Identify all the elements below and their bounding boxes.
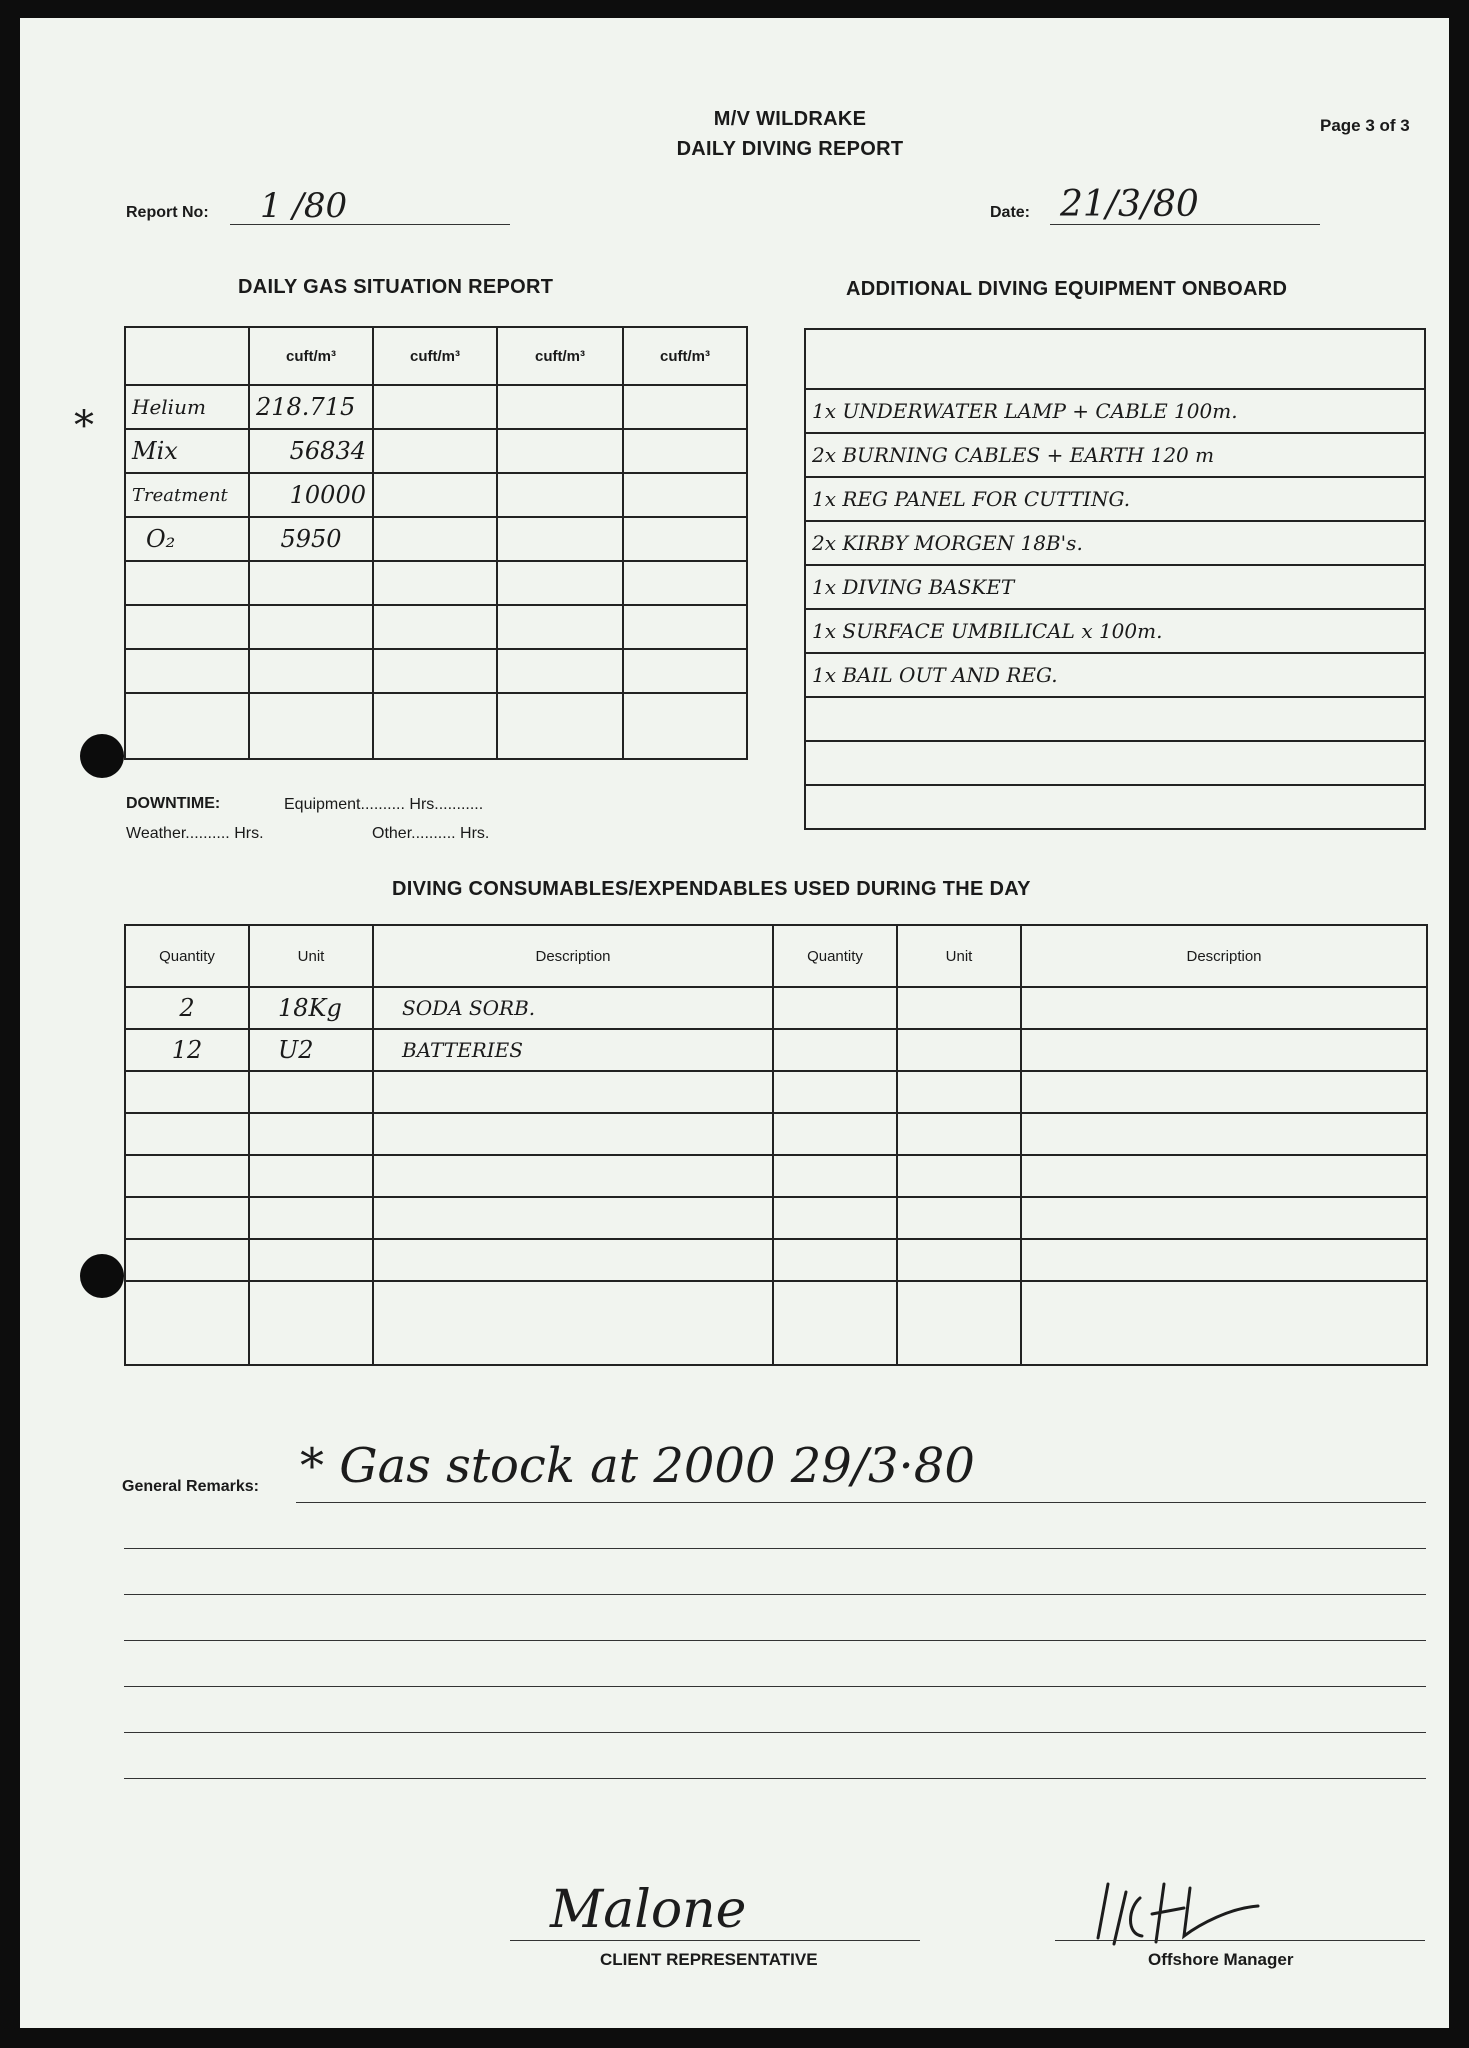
gas-row-empty [125, 693, 747, 759]
consumables-header: Description [1021, 925, 1427, 987]
gas-col-header: cuft/m³ [373, 327, 497, 385]
page-number: Page 3 of 3 [1320, 116, 1410, 135]
remarks-line [124, 1640, 1426, 1641]
gas-col-header: cuft/m³ [623, 327, 747, 385]
consumables-table [124, 924, 1428, 1366]
gas-row [125, 473, 747, 517]
gas-col-header: cuft/m³ [249, 327, 373, 385]
remarks-line [124, 1686, 1426, 1687]
consumables-header: Unit [249, 925, 373, 987]
date-value: 21/3/80 [1060, 184, 1199, 225]
consumables-title: DIVING CONSUMABLES/EXPENDABLES USED DURING THE DAY [392, 878, 1031, 900]
gas-value: 10000 [249, 473, 373, 517]
gas-row-empty [125, 649, 747, 693]
date-label: Date: [990, 204, 1031, 221]
report-no-label: Report No: [126, 204, 209, 221]
report-no-value: 1 /80 [260, 186, 348, 226]
consumables-header: Unit [897, 925, 1021, 987]
consumable-unit: U2 [249, 1029, 373, 1071]
remarks-line [124, 1594, 1426, 1595]
gas-name: Helium [125, 385, 249, 429]
gas-name: O₂ [125, 517, 249, 561]
remarks-line [124, 1778, 1426, 1779]
equipment-item: 1x REG PANEL FOR CUTTING. [805, 477, 1425, 521]
equipment-item: 1x DIVING BASKET [805, 565, 1425, 609]
gas-name: Treatment [125, 473, 249, 517]
gas-report-title: DAILY GAS SITUATION REPORT [238, 276, 554, 298]
gas-situation-table [124, 326, 748, 760]
punch-hole-top [80, 734, 124, 778]
gas-value: 218.715 [249, 385, 373, 429]
date-line [1050, 224, 1320, 225]
downtime-other: Other.......... Hrs. [372, 825, 490, 842]
client-representative-label: CLIENT REPRESENTATIVE [600, 1950, 818, 1969]
equipment-table [804, 328, 1426, 830]
equipment-item: 1x UNDERWATER LAMP + CABLE 100m. [805, 389, 1425, 433]
consumable-qty: 12 [125, 1029, 249, 1071]
gas-row [125, 429, 747, 473]
report-title: DAILY DIVING REPORT [676, 138, 904, 160]
vessel-name: M/V WILDRAKE [713, 108, 867, 130]
equipment-title: ADDITIONAL DIVING EQUIPMENT ONBOARD [846, 278, 1288, 300]
manager-signature-line [1055, 1940, 1425, 1941]
gas-col-header [125, 327, 249, 385]
gas-value: 56834 [249, 429, 373, 473]
consumables-row [125, 987, 1427, 1029]
gas-row-empty [125, 605, 747, 649]
downtime-label: DOWNTIME: [126, 795, 221, 812]
client-signature-line [510, 1940, 920, 1941]
downtime-equipment: Equipment.......... Hrs........... [284, 796, 484, 813]
consumables-header: Quantity [773, 925, 897, 987]
gas-row [125, 385, 747, 429]
gas-name: Mix [125, 429, 249, 473]
equipment-item: 2x KIRBY MORGEN 18B's. [805, 521, 1425, 565]
client-signature: Malone [550, 1880, 747, 1940]
gas-asterisk: * [74, 403, 94, 449]
gas-col-header: cuft/m³ [497, 327, 623, 385]
consumables-header: Quantity [125, 925, 249, 987]
equipment-item: 1x SURFACE UMBILICAL x 100m. [805, 609, 1425, 653]
report-no-line [230, 224, 510, 225]
punch-hole-bottom [80, 1254, 124, 1298]
gas-row [125, 517, 747, 561]
remarks-line [296, 1502, 1426, 1503]
consumables-header: Description [373, 925, 773, 987]
consumable-desc: BATTERIES [373, 1029, 773, 1071]
remarks-line [124, 1548, 1426, 1549]
report-sheet [20, 18, 1449, 2028]
consumable-unit: 18Kg [249, 987, 373, 1029]
gas-value: 5950 [249, 517, 373, 561]
offshore-manager-label: Offshore Manager [1148, 1950, 1294, 1969]
equipment-item: 2x BURNING CABLES + EARTH 120 m [805, 433, 1425, 477]
remarks-text: * Gas stock at 2000 29/3·80 [300, 1438, 975, 1494]
consumables-row [125, 1029, 1427, 1071]
gas-row-empty [125, 561, 747, 605]
downtime-weather: Weather.......... Hrs. [126, 825, 264, 842]
equipment-item: 1x BAIL OUT AND REG. [805, 653, 1425, 697]
remarks-line [124, 1732, 1426, 1733]
remarks-label: General Remarks: [122, 1478, 259, 1495]
consumable-qty: 2 [125, 987, 249, 1029]
consumable-desc: SODA SORB. [373, 987, 773, 1029]
